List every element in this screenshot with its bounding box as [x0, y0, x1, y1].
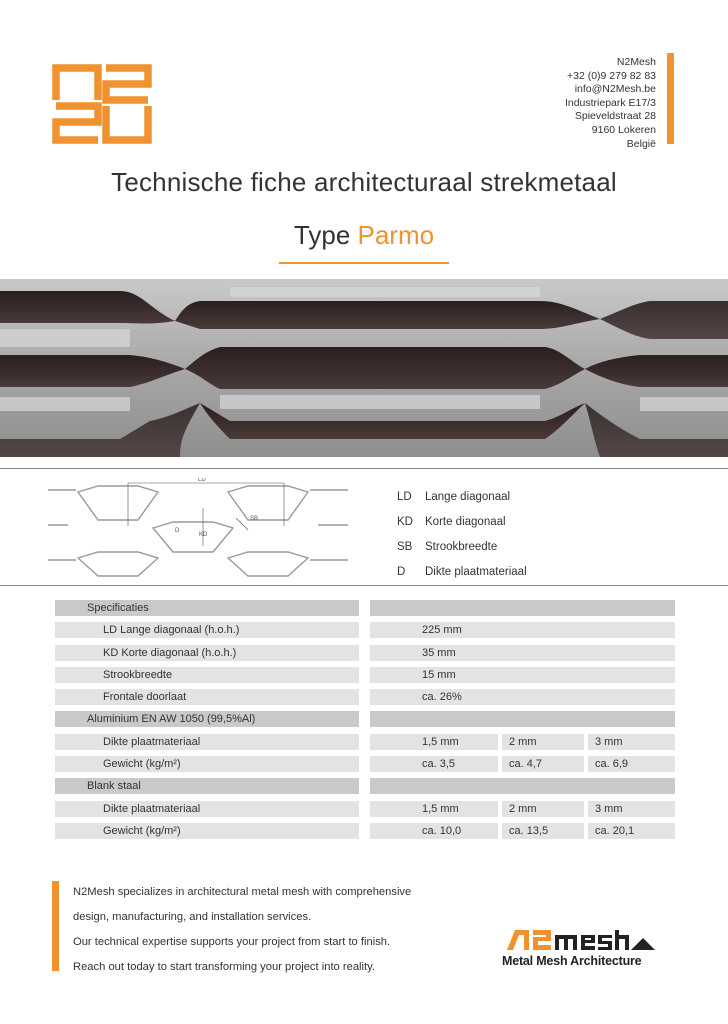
row-value: ca. 26%: [370, 689, 675, 705]
table-header-specs: [55, 600, 675, 616]
address-line-1: Industriepark E17/3: [564, 96, 656, 109]
subtitle-underline: [279, 262, 449, 264]
section-title: Specificaties: [55, 600, 359, 616]
legend-code: KD: [397, 515, 413, 528]
section-value-empty: [370, 600, 675, 616]
row-value: 35 mm: [370, 645, 675, 661]
legend-code: D: [397, 565, 406, 578]
address-line-2: Spieveldstraat 28: [574, 110, 656, 123]
footer-line: N2Mesh specializes in architectural metal mesh with comprehensive: [73, 886, 412, 898]
legend-code: SB: [397, 540, 413, 553]
legend-row: [397, 559, 527, 584]
row-value-1: ca. 10,0: [370, 823, 498, 839]
table-row: [55, 645, 675, 661]
legend-code: LD: [397, 490, 412, 503]
table-row: [55, 667, 675, 683]
legend-label: Lange diagonaal: [425, 490, 511, 503]
table-row: [55, 622, 675, 638]
subtitle-type-name: Parmo: [357, 220, 435, 250]
mesh-photo: [0, 279, 728, 457]
n2mesh-logo: [503, 926, 663, 954]
section-value-empty: [370, 711, 675, 727]
company-name: N2Mesh: [616, 56, 656, 68]
diagram-label-sb: SB: [250, 516, 259, 522]
page-title: Technische fiche architecturaal strekmetaal: [111, 167, 617, 197]
page-subtitle: [0, 220, 728, 251]
legend-row: [397, 509, 527, 534]
row-label: Frontale doorlaat: [55, 689, 359, 705]
email-address: info@N2Mesh.be: [574, 83, 656, 96]
row-label: Gewicht (kg/m²): [55, 756, 359, 772]
section-title: Aluminium EN AW 1050 (99,5%Al): [55, 711, 359, 727]
contact-accent-bar: [667, 53, 674, 144]
diagram-label-d: D: [175, 528, 180, 534]
table-row: [55, 734, 675, 750]
row-value-2: ca. 4,7: [502, 756, 584, 772]
legend-row: [397, 484, 527, 509]
row-value-3: 3 mm: [588, 801, 675, 817]
footer-text: [73, 880, 411, 980]
row-value: 225 mm: [370, 622, 675, 638]
divider-top: [0, 468, 728, 469]
row-label: KD Korte diagonaal (h.o.h.): [55, 645, 359, 661]
section-title: Blank staal: [55, 778, 359, 794]
contact-block: [565, 56, 656, 151]
mesh-diagram: [48, 478, 348, 578]
row-label: Dikte plaatmateriaal: [55, 734, 359, 750]
section-value-empty: [370, 778, 675, 794]
legend: [397, 484, 527, 584]
row-value-3: 3 mm: [588, 734, 675, 750]
footer-line: Our technical expertise supports your project from start to finish.: [73, 936, 391, 948]
subtitle-prefix: Type: [293, 220, 358, 250]
table-row: [55, 801, 675, 817]
diagram-label-kd: KD: [199, 532, 208, 538]
row-label: LD Lange diagonaal (h.o.h.): [55, 622, 359, 638]
table-row: [55, 823, 675, 839]
row-value-2: 2 mm: [502, 801, 584, 817]
table-header-steel: [55, 778, 675, 794]
address-city: 9160 Lokeren: [591, 123, 656, 136]
row-value-2: ca. 13,5: [502, 823, 584, 839]
divider-bottom: [0, 585, 728, 586]
legend-row: [397, 534, 527, 559]
row-value-2: 2 mm: [502, 734, 584, 750]
phone-number: +32 (0)9 279 82 83: [566, 69, 656, 82]
row-value-1: 1,5 mm: [370, 801, 498, 817]
row-label: Dikte plaatmateriaal: [55, 801, 359, 817]
row-value-3: ca. 6,9: [588, 756, 675, 772]
n2u-logo: [52, 60, 152, 146]
table-header-aluminium: [55, 711, 675, 727]
row-value-3: ca. 20,1: [588, 823, 675, 839]
footer-accent-bar: [52, 881, 59, 971]
row-label: Gewicht (kg/m²): [55, 823, 359, 839]
row-value-1: ca. 3,5: [370, 756, 498, 772]
legend-label: Strookbreedte: [425, 540, 498, 553]
row-value-1: 1,5 mm: [370, 734, 498, 750]
legend-label: Korte diagonaal: [425, 515, 506, 528]
address-country: België: [626, 137, 656, 150]
diagram-label-ld: LD: [198, 478, 206, 483]
table-row: [55, 689, 675, 705]
footer-line: design, manufacturing, and installation services.: [73, 911, 312, 923]
footer-line: Reach out today to start transforming your project into reality.: [73, 961, 375, 973]
row-value: 15 mm: [370, 667, 675, 683]
brand-tagline: Metal Mesh Architecture: [502, 954, 642, 968]
table-row: [55, 756, 675, 772]
legend-label: Dikte plaatmateriaal: [425, 565, 527, 578]
row-label: Strookbreedte: [55, 667, 359, 683]
